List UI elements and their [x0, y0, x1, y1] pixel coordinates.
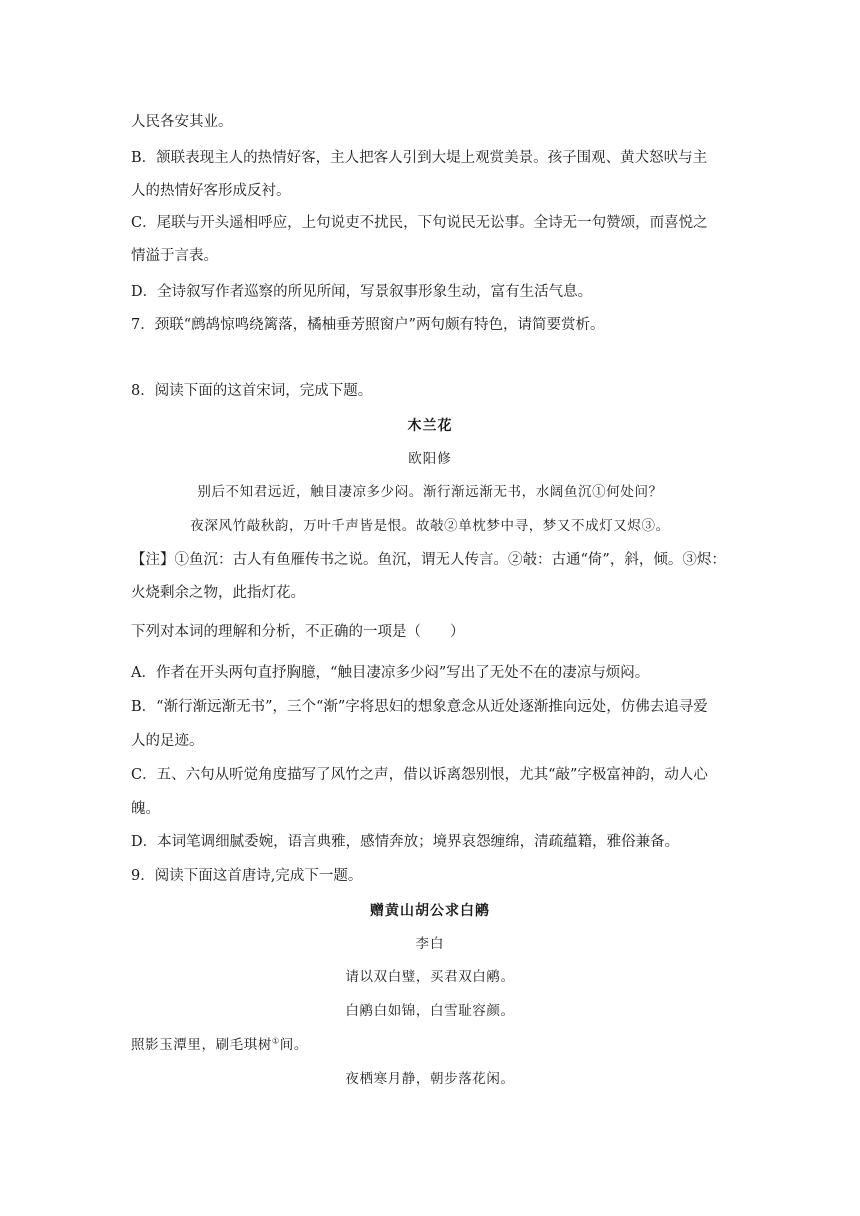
question-9-intro: 9．阅读下面这首唐诗,完成下一题。 [131, 868, 363, 884]
q8-option-b-line2: 人的足迹。 [131, 733, 204, 749]
q8-question: 下列对本词的理解和分析，不正确的一项是（ ） [131, 624, 465, 640]
q6-option-c-line1: C．尾联与开头遥相呼应，上句说吏不扰民，下句说民无讼事。全诗无一句赞颂，而喜悦之 [131, 215, 708, 231]
q8-option-a: A．作者在开头两句直抒胸臆，“触目凄凉多少闷”写出了无处不在的凄凉与烦闷。 [131, 665, 650, 681]
poem-title-baixian: 赠黄山胡公求白鹇 [370, 903, 490, 919]
q6-option-a-continuation: 人民各安其业。 [131, 114, 233, 130]
poem-9-line-2: 白鹇白如锦，白雪耻容颜。 [345, 1003, 515, 1019]
q8-option-c-line2: 魄。 [131, 801, 160, 817]
poem-author-libai: 李白 [415, 936, 445, 952]
poem-line-2: 夜深风竹敲秋韵，万叶千声皆是恨。故攲②单枕梦中寻，梦又不成灯又烬③。 [190, 518, 670, 534]
q6-option-b-line2: 人的热情好客形成反衬。 [131, 183, 291, 199]
poem-9-line-1: 请以双白璧，买君双白鹇。 [345, 969, 515, 985]
q6-option-b-line1: B．颔联表现主人的热情好客，主人把客人引到大堤上观赏美景。孩子围观、黄犬怒吠与主 [131, 150, 708, 166]
poem-9-line-4: 夜栖寒月静，朝步落花闲。 [345, 1071, 515, 1087]
question-8-intro: 8．阅读下面的这首宋词，完成下题。 [131, 383, 373, 399]
poem-9-line-3 [131, 1035, 731, 1055]
poem-title-mulanhua: 木兰花 [407, 418, 453, 434]
q8-option-d: D．本词笔调细腻委婉，语言典雅，感情奔放；境界哀怨缠绵，清疏蕴籍，雅俗兼备。 [131, 834, 680, 850]
question-7: 7．颈联“鹧鸪惊鸣绕篱落，橘柚垂芳照窗户”两句颇有特色，请简要赏析。 [131, 317, 605, 333]
footnote-marker: ① [272, 1036, 280, 1046]
poem-author-ouyangxiu: 欧阳修 [408, 451, 452, 467]
q8-option-c-line1: C．五、六句从听觉角度描写了风竹之声，借以诉离怨别恨，尤其“敲”字极富神韵，动人心 [131, 767, 708, 783]
q6-option-d: D．全诗叙写作者巡察的所见所闻，写景叙事形象生动，富有生活气息。 [131, 284, 593, 300]
q8-note-line1: 【注】①鱼沉：古人有鱼雁传书之说。鱼沉，谓无人传言。②攲：古通“倚”，斜，倾。③烬： [131, 552, 726, 568]
q8-note-line2: 火烧剩余之物，此指灯花。 [131, 585, 305, 601]
poem-9-line-3-end: 间。 [279, 1037, 308, 1053]
q8-option-b-line1: B．“渐行渐远渐无书”，三个“渐”字将思妇的想象意念从近处逐渐推向远处，仿佛去追寻爱 [131, 699, 708, 715]
poem-9-line-3-text: 照影玉潭里，刷毛琪树 [131, 1037, 272, 1053]
poem-line-1: 别后不知君远近，触目凄凉多少闷。渐行渐远渐无书，水阔鱼沉①何处问？ [197, 484, 663, 500]
q6-option-c-line2: 情溢于言表。 [131, 248, 218, 264]
